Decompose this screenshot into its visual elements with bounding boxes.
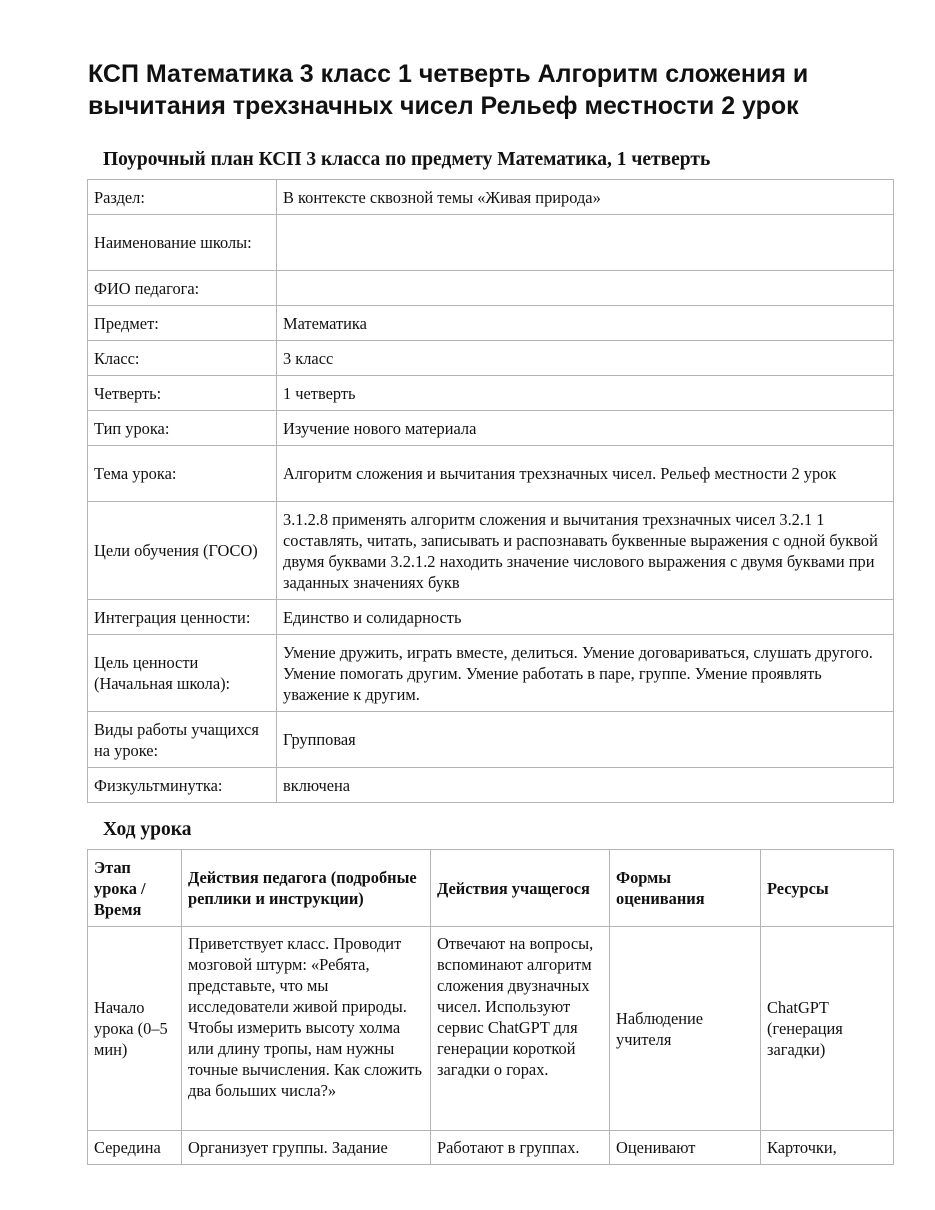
page-title: КСП Математика 3 класс 1 четверть Алгоритм сложения и вычитания трехзначных чисел Рельеф местности 2 урок: [88, 60, 809, 120]
resources-cell: Карточки,: [761, 1131, 894, 1165]
plan-row-goals: [88, 502, 894, 600]
plan-value: включена: [277, 768, 894, 803]
stage-cell: Середина: [88, 1131, 182, 1165]
plan-label: Раздел:: [88, 180, 277, 215]
plan-row-grade: [88, 341, 894, 376]
student-actions-cell: Отвечают на вопросы, вспоминают алгоритм сложения двузначных чисел. Используют сервис ChatGPT для генерации короткой загадки о горах.: [431, 927, 610, 1131]
plan-row-topic: [88, 446, 894, 502]
lesson-header-row: [88, 850, 894, 927]
plan-value: [277, 271, 894, 306]
plan-row-quarter: [88, 376, 894, 411]
plan-value: Групповая: [277, 712, 894, 768]
column-header-assessment: Формы оценивания: [610, 850, 761, 927]
plan-row-teacher: [88, 271, 894, 306]
column-header-student-actions: Действия учащегося: [431, 850, 610, 927]
table-row: [88, 1131, 894, 1165]
teacher-actions-cell: Приветствует класс. Проводит мозговой штурм: «Ребята, представьте, что мы исследователи живой природы. Чтобы измерить высоту холма или длину тропы, нам нужны точные вычисления. Как сложить два больших числа?»: [182, 927, 431, 1131]
plan-row-work-types: [88, 712, 894, 768]
lesson-heading: Ход урока: [103, 819, 192, 840]
plan-value: 1 четверть: [277, 376, 894, 411]
plan-row-school: [88, 215, 894, 271]
plan-value: Изучение нового материала: [277, 411, 894, 446]
assessment-cell: Оценивают: [610, 1131, 761, 1165]
plan-value: 3 класс: [277, 341, 894, 376]
plan-label: ФИО педагога:: [88, 271, 277, 306]
plan-row-section: [88, 180, 894, 215]
plan-label: Тема урока:: [88, 446, 277, 502]
plan-value: Математика: [277, 306, 894, 341]
plan-value: [277, 215, 894, 271]
plan-label: Тип урока:: [88, 411, 277, 446]
plan-label: Виды работы учащихся на уроке:: [88, 712, 277, 768]
plan-row-value-goal: [88, 635, 894, 712]
plan-label: Наименование школы:: [88, 215, 277, 271]
plan-value: В контексте сквозной темы «Живая природа»: [277, 180, 894, 215]
plan-heading: Поурочный план КСП 3 класса по предмету Математика, 1 четверть: [103, 149, 711, 170]
plan-value: 3.1.2.8 применять алгоритм сложения и вычитания трехзначных чисел 3.2.1 1 составлять, читать, записывать и распознавать буквенные выражения с одной буквой двумя буквами 3.2.1.2 находить значение числового выражения с двумя буквами при заданных значениях букв: [277, 502, 894, 600]
lesson-table: [87, 849, 894, 1165]
plan-label: Цели обучения (ГОСО): [88, 502, 277, 600]
table-row: [88, 927, 894, 1131]
plan-label: Интеграция ценности:: [88, 600, 277, 635]
column-header-stage: Этап урока / Время: [88, 850, 182, 927]
assessment-cell: Наблюдение учителя: [610, 927, 761, 1131]
plan-label: Предмет:: [88, 306, 277, 341]
plan-row-subject: [88, 306, 894, 341]
plan-label: Цель ценности (Начальная школа):: [88, 635, 277, 712]
plan-row-value-integration: [88, 600, 894, 635]
stage-cell: Начало урока (0–5 мин): [88, 927, 182, 1131]
plan-row-lesson-type: [88, 411, 894, 446]
plan-table: [87, 179, 894, 803]
plan-row-exercise-break: [88, 768, 894, 803]
plan-label: Физкультминутка:: [88, 768, 277, 803]
resources-cell: ChatGPT (генерация загадки): [761, 927, 894, 1131]
column-header-resources: Ресурсы: [761, 850, 894, 927]
student-actions-cell: Работают в группах.: [431, 1131, 610, 1165]
plan-value: Алгоритм сложения и вычитания трехзначных чисел. Рельеф местности 2 урок: [277, 446, 894, 502]
plan-value: Умение дружить, играть вместе, делиться. Умение договариваться, слушать другого. Умение помогать другим. Умение работать в паре, группе. Умение проявлять уважение к другим.: [277, 635, 894, 712]
teacher-actions-cell: Организует группы. Задание: [182, 1131, 431, 1165]
column-header-teacher-actions: Действия педагога (подробные реплики и инструкции): [182, 850, 431, 927]
plan-value: Единство и солидарность: [277, 600, 894, 635]
plan-label: Четверть:: [88, 376, 277, 411]
plan-label: Класс:: [88, 341, 277, 376]
